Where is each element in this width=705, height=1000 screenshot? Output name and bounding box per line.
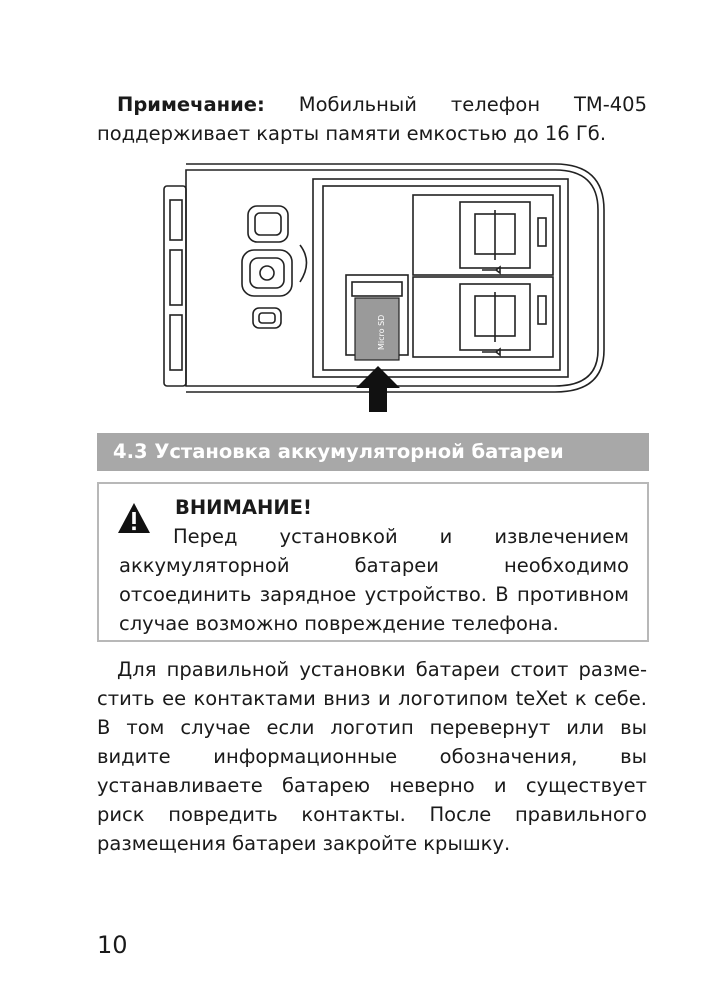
body-paragraph: Для правильной установки батареи стоит разместить ее контактами вниз и логотипом teXet к себе. В том случае если логотип перевернут или вы видите информационные обозначения, вы устанавливаете батарею неверно и существует риск повредить контакты. После правильного размещения батареи закройте крышку.: [97, 658, 647, 855]
warning-text: Перед установкой и извлечением аккумуляторной батареи необходимо отсоединить зарядное устройство. В противном случае возможно повреждение телефона.: [119, 525, 629, 635]
micro-sd-card-label: Micro SD: [377, 314, 386, 350]
note-text: Мобильный телефон TM-405 поддерживает карты памяти емкостью до 16 Гб.: [97, 93, 647, 145]
note-label: Примечание:: [117, 93, 265, 116]
insert-arrow-icon: [356, 366, 400, 412]
page-number: 10: [97, 931, 128, 959]
warning-box: [97, 482, 649, 642]
key-bottom: [253, 308, 281, 328]
phone-sim-slot-illustration: [160, 150, 605, 415]
key-top: [248, 206, 288, 242]
warning-title: ВНИМАНИЕ!: [175, 496, 312, 519]
section-title: 4.3 Установка аккумуляторной батареи: [97, 433, 649, 471]
sim-slot-bottom: [413, 277, 553, 357]
note-paragraph: [97, 90, 647, 148]
sim-slot-top: [413, 195, 553, 275]
